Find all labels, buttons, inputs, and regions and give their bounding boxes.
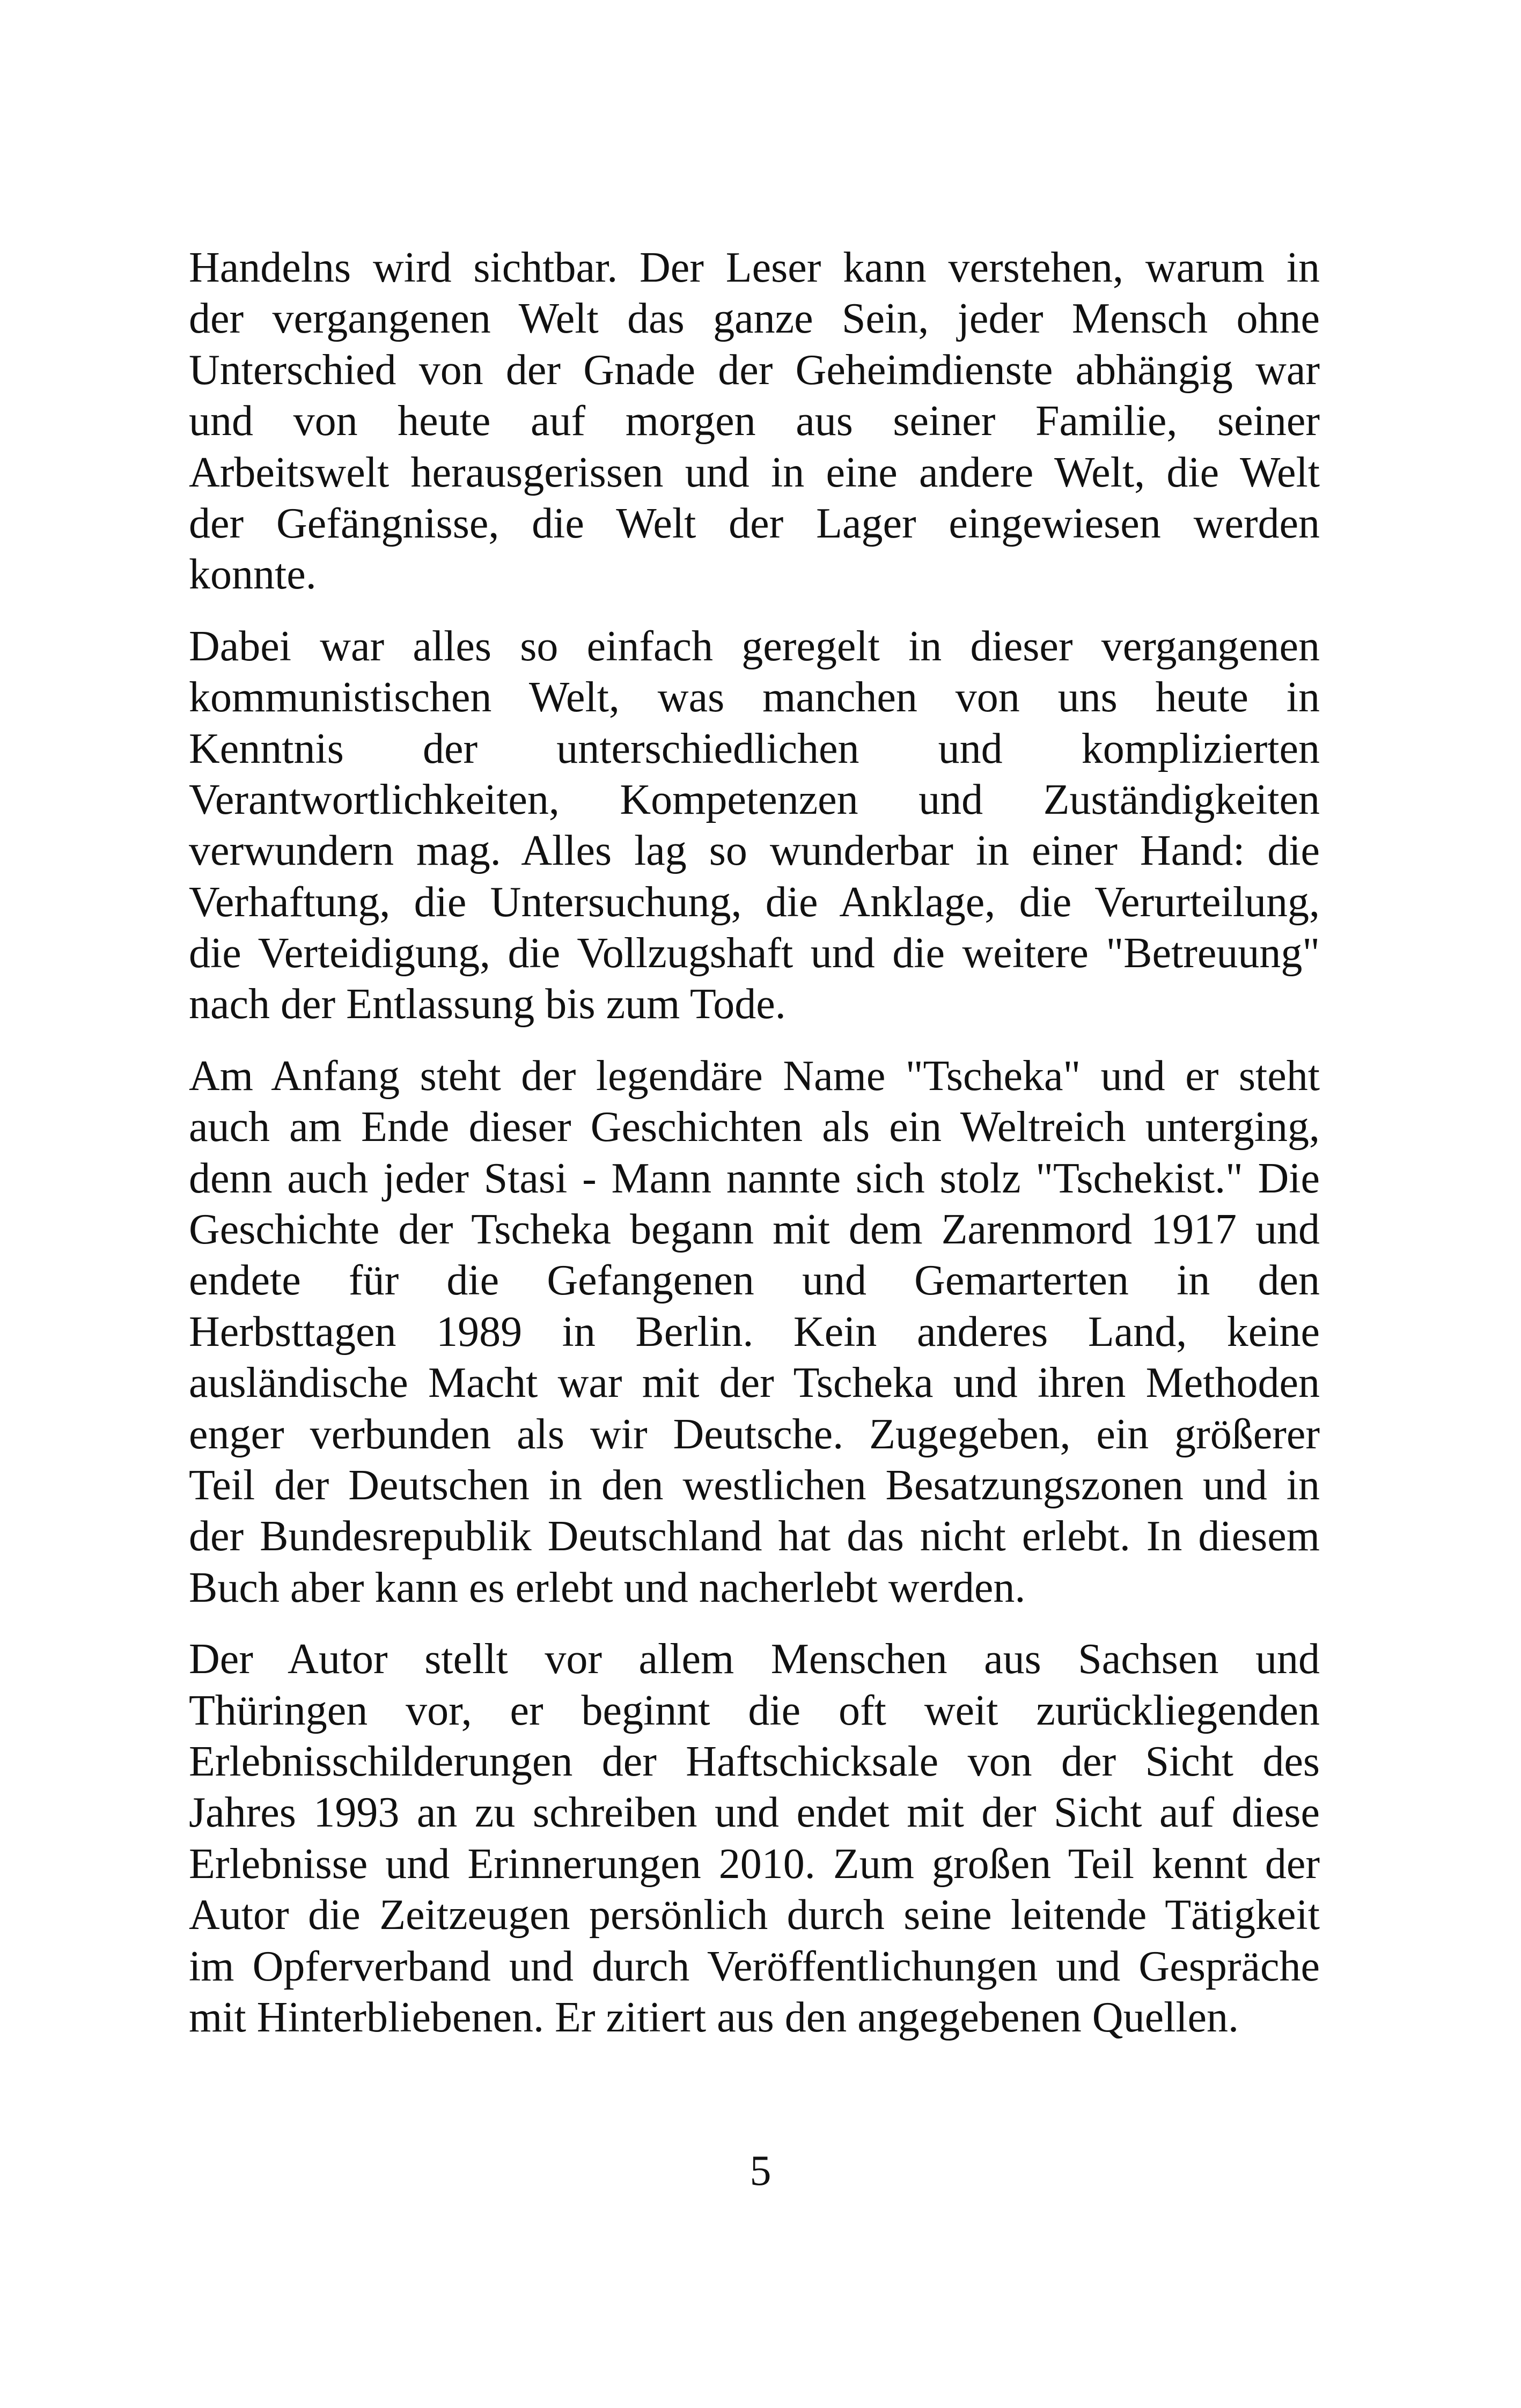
text-line: konnte. <box>189 551 317 599</box>
text-line: Erlebnisse und Erinnerungen 2010. Zum großen Teil kennt der <box>189 1840 1320 1888</box>
text-line: denn auch jeder Stasi - Mann nannte sich stolz "Tschekist." Die <box>189 1154 1320 1202</box>
text-line: Thüringen vor, er beginnt die oft weit zurückliegenden <box>189 1687 1320 1734</box>
text-line: mit Hinterbliebenen. Er zitiert aus den angegebenen Quellen. <box>189 1993 1239 2041</box>
text-line: Teil der Deutschen in den westlichen Besatzungszonen und in <box>189 1461 1320 1509</box>
paragraph-3 <box>189 1051 1320 1614</box>
text-line: Verhaftung, die Untersuchung, die Anklage, die Verurteilung, <box>189 878 1320 926</box>
text-line: Herbsttagen 1989 in Berlin. Kein anderes Land, keine <box>189 1308 1320 1356</box>
text-line: der Bundesrepublik Deutschland hat das nicht erlebt. In diesem <box>189 1513 1320 1560</box>
text-line: die Verteidigung, die Vollzugshaft und die weitere "Betreuung" <box>189 930 1320 977</box>
text-line: Erlebnisschilderungen der Haftschicksale von der Sicht des <box>189 1737 1320 1785</box>
text-line: Verantwortlichkeiten, Kompetenzen und Zuständigkeiten <box>189 776 1320 823</box>
text-line: nach der Entlassung bis zum Tode. <box>189 981 786 1028</box>
text-line: Buch aber kann es erlebt und nacherlebt werden. <box>189 1564 1026 1611</box>
text-line: Dabei war alles so einfach geregelt in dieser vergangenen <box>189 622 1320 670</box>
paragraph-2 <box>189 621 1320 1030</box>
text-line: endete für die Gefangenen und Gemarterten in den <box>189 1257 1320 1305</box>
text-line: Geschichte der Tscheka begann mit dem Zarenmord 1917 und <box>189 1206 1320 1254</box>
paragraph-4 <box>189 1634 1320 2043</box>
text-line: Autor die Zeitzeugen persönlich durch seine leitende Tätigkeit <box>189 1891 1320 1939</box>
text-line: kommunistischen Welt, was manchen von uns heute in <box>189 674 1320 721</box>
text-line: ausländische Macht war mit der Tscheka und ihren Methoden <box>189 1359 1320 1407</box>
text-line: Unterschied von der Gnade der Geheimdienste abhängig war <box>189 346 1320 394</box>
paragraph-1 <box>189 242 1320 601</box>
text-line: verwundern mag. Alles lag so wunderbar in einer Hand: die <box>189 827 1320 875</box>
text-line: und von heute auf morgen aus seiner Familie, seiner <box>189 397 1320 445</box>
body-text <box>189 242 1320 2064</box>
text-line: enger verbunden als wir Deutsche. Zugegeben, ein größerer <box>189 1410 1320 1458</box>
text-line: auch am Ende dieser Geschichten als ein Weltreich unterging, <box>189 1103 1320 1151</box>
text-line: der Gefängnisse, die Welt der Lager eingewiesen werden <box>189 499 1320 547</box>
text-line: Kenntnis der unterschiedlichen und komplizierten <box>189 725 1320 772</box>
text-line: Der Autor stellt vor allem Menschen aus Sachsen und <box>189 1636 1320 1683</box>
text-line: Handelns wird sichtbar. Der Leser kann verstehen, warum in <box>189 244 1320 291</box>
page-number: 5 <box>750 2147 771 2195</box>
text-line: Jahres 1993 an zu schreiben und endet mit der Sicht auf diese <box>189 1789 1320 1837</box>
text-line: im Opferverband und durch Veröffentlichungen und Gespräche <box>189 1942 1320 1990</box>
text-line: Am Anfang steht der legendäre Name "Tscheka" und er steht <box>189 1052 1320 1100</box>
text-line: Arbeitswelt herausgerissen und in eine andere Welt, die Welt <box>189 448 1320 496</box>
text-line: der vergangenen Welt das ganze Sein, jeder Mensch ohne <box>189 295 1320 343</box>
